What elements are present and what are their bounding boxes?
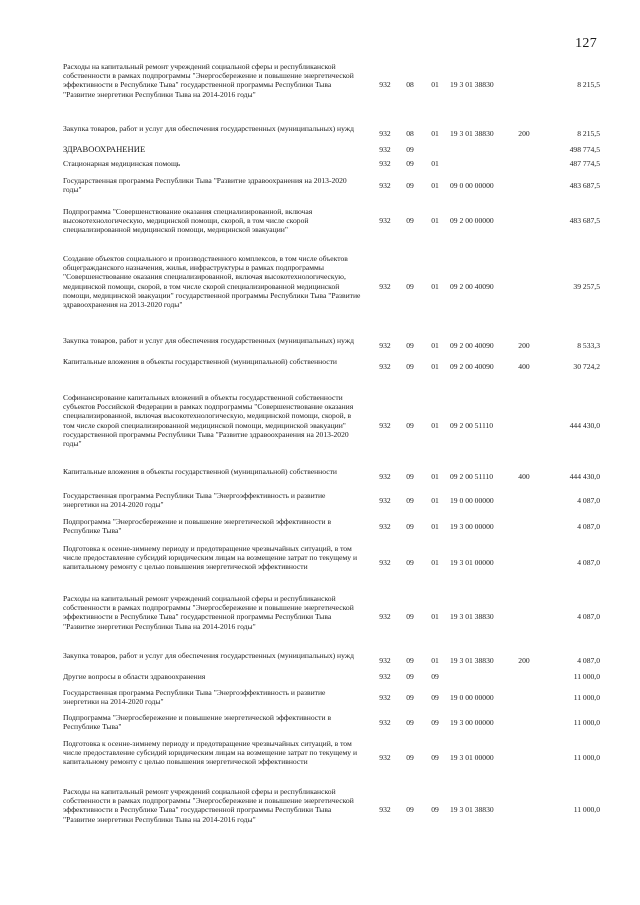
amount-value: 444 430,0 (569, 421, 600, 430)
table-row (0, 159, 640, 168)
table-row (0, 688, 640, 706)
expense-type-code: 200 (518, 129, 530, 138)
admin-code: 932 (379, 145, 391, 154)
section-code: 09 (406, 282, 414, 291)
subsection-code: 01 (431, 282, 439, 291)
target-article-code: 09 0 00 00000 (450, 181, 494, 190)
table-row (0, 254, 640, 318)
amount-value: 11 000,0 (573, 693, 600, 702)
row-description: Подготовка к осенне-зимнему периоду и предотвращение чрезвычайных ситуаций, в том числе предоставление субсидий юридическим лицам на возмещение затрат по текущему и капитальному ремонту с целью повышения энергетической эффективности (63, 739, 358, 767)
table-row (0, 467, 640, 485)
section-code: 09 (406, 159, 414, 168)
table-row (0, 713, 640, 731)
amount-value: 11 000,0 (573, 672, 600, 681)
subsection-code: 01 (431, 129, 439, 138)
section-code: 09 (406, 656, 414, 665)
table-row (0, 207, 640, 235)
section-code: 09 (406, 805, 414, 814)
admin-code: 932 (379, 496, 391, 505)
amount-value: 8 215,5 (577, 80, 600, 89)
row-description: Стационарная медицинская помощь (63, 159, 181, 168)
target-article-code: 19 0 00 00000 (450, 693, 494, 702)
admin-code: 932 (379, 693, 391, 702)
subsection-code: 01 (431, 656, 439, 665)
subsection-code: 01 (431, 216, 439, 225)
row-description: Закупка товаров, работ и услуг для обеспечения государственных (муниципальных) нужд (63, 651, 354, 660)
admin-code: 932 (379, 672, 391, 681)
amount-value: 4 087,0 (577, 496, 600, 505)
amount-value: 11 000,0 (573, 753, 600, 762)
row-description: Подготовка к осенне-зимнему периоду и предотвращение чрезвычайных ситуаций, в том числе предоставление субсидий юридическим лицам на возмещение затрат по текущему и капитальному ремонту с целью повышения энергетической эффективности (63, 544, 358, 572)
row-description: Государственная программа Республики Тыва "Энергоэффективность и развитие энергетики на 2014-2020 годы" (63, 688, 326, 707)
row-description: Другие вопросы в области здравоохранения (63, 672, 206, 681)
amount-value: 4 087,0 (577, 612, 600, 621)
table-row (0, 672, 640, 681)
target-article-code: 19 0 00 00000 (450, 496, 494, 505)
admin-code: 932 (379, 421, 391, 430)
section-code: 09 (406, 753, 414, 762)
table-row (0, 517, 640, 535)
amount-value: 4 087,0 (577, 558, 600, 567)
row-description: Софинансирование капитальных вложений в объекты государственной собственности субъектов Российской Федерации в рамках подпрограммы "Совершенствование оказания специализированной, включая высокотехнологическую, медицинской помощи, скорой, в том числе скорой специализированной медицинской помощи, медицинской эвакуации" государственной программы Республики Тыва "Развитие здравоохранения на 2013-2020 годы" (63, 393, 354, 449)
target-article-code: 09 2 00 40090 (450, 341, 494, 350)
amount-value: 8 533,3 (577, 341, 600, 350)
amount-value: 4 087,0 (577, 522, 600, 531)
amount-value: 8 215,5 (577, 129, 600, 138)
subsection-code: 01 (431, 80, 439, 89)
admin-code: 932 (379, 362, 391, 371)
admin-code: 932 (379, 472, 391, 481)
section-code: 09 (406, 672, 414, 681)
page-number: 127 (575, 36, 597, 51)
expense-type-code: 400 (518, 362, 530, 371)
target-article-code: 09 2 00 40090 (450, 362, 494, 371)
target-article-code: 19 3 01 38830 (450, 80, 494, 89)
section-code: 08 (406, 80, 414, 89)
expense-type-code: 200 (518, 341, 530, 350)
admin-code: 932 (379, 341, 391, 350)
expense-type-code: 200 (518, 656, 530, 665)
target-article-code: 19 3 01 38830 (450, 656, 494, 665)
target-article-code: 09 2 00 40090 (450, 282, 494, 291)
amount-value: 4 087,0 (577, 656, 600, 665)
subsection-code: 01 (431, 522, 439, 531)
amount-value: 487 774,5 (569, 159, 600, 168)
section-code: 09 (406, 472, 414, 481)
subsection-code: 09 (431, 693, 439, 702)
amount-value: 444 430,0 (569, 472, 600, 481)
target-article-code: 19 3 00 00000 (450, 718, 494, 727)
table-row (0, 393, 640, 457)
subsection-code: 09 (431, 718, 439, 727)
section-code: 09 (406, 522, 414, 531)
subsection-code: 09 (431, 672, 439, 681)
admin-code: 932 (379, 159, 391, 168)
row-description: Закупка товаров, работ и услуг для обеспечения государственных (муниципальных) нужд (63, 336, 354, 345)
section-code: 09 (406, 362, 414, 371)
admin-code: 932 (379, 612, 391, 621)
row-description: Подпрограмма "Совершенствование оказания специализированной, включая высокотехнологическую, медицинской помощи, скорой, в том числе скорой специализированной медицинской помощи, медицинской эвакуации" (63, 207, 313, 235)
admin-code: 932 (379, 129, 391, 138)
admin-code: 932 (379, 718, 391, 727)
admin-code: 932 (379, 558, 391, 567)
admin-code: 932 (379, 181, 391, 190)
row-description: Расходы на капитальный ремонт учреждений социальной сферы и республиканской собственности в рамках подпрограммы "Энергосбережение и повышение энергетической эффективности в Республике Тыва" государственной программы Республики Тыва "Развитие энергетики Республики Тыва на 2014-2016 годы" (63, 787, 354, 824)
row-description: ЗДРАВООХРАНЕНИЕ (63, 144, 146, 154)
table-row (0, 544, 640, 581)
amount-value: 11 000,0 (573, 805, 600, 814)
row-description: Закупка товаров, работ и услуг для обеспечения государственных (муниципальных) нужд (63, 124, 354, 133)
expense-type-code: 400 (518, 472, 530, 481)
section-code: 09 (406, 181, 414, 190)
table-row (0, 176, 640, 194)
table-row (0, 739, 640, 776)
table-row (0, 787, 640, 833)
amount-value: 30 724,2 (573, 362, 600, 371)
subsection-code: 01 (431, 181, 439, 190)
table-row (0, 491, 640, 509)
row-description: Подпрограмма "Энергосбережение и повышение энергетической эффективности в Республике Тыва" (63, 517, 332, 536)
target-article-code: 19 3 01 00000 (450, 753, 494, 762)
admin-code: 932 (379, 216, 391, 225)
section-code: 09 (406, 496, 414, 505)
table-row (0, 357, 640, 375)
section-code: 09 (406, 421, 414, 430)
section-code: 09 (406, 145, 414, 154)
row-description: Подпрограмма "Энергосбережение и повышение энергетической эффективности в Республике Тыва" (63, 713, 332, 732)
subsection-code: 01 (431, 362, 439, 371)
row-description: Государственная программа Республики Тыва "Энергоэффективность и развитие энергетики на 2014-2020 годы" (63, 491, 326, 510)
amount-value: 498 774,5 (569, 145, 600, 154)
amount-value: 39 257,5 (573, 282, 600, 291)
section-code: 09 (406, 693, 414, 702)
table-row (0, 124, 640, 142)
target-article-code: 19 3 01 38830 (450, 129, 494, 138)
target-article-code: 09 2 00 51110 (450, 472, 494, 481)
admin-code: 932 (379, 753, 391, 762)
table-row (0, 651, 640, 669)
subsection-code: 01 (431, 159, 439, 168)
admin-code: 932 (379, 282, 391, 291)
table-row (0, 336, 640, 354)
amount-value: 483 687,5 (569, 181, 600, 190)
target-article-code: 19 3 00 00000 (450, 522, 494, 531)
admin-code: 932 (379, 522, 391, 531)
subsection-code: 01 (431, 612, 439, 621)
row-description: Расходы на капитальный ремонт учреждений социальной сферы и республиканской собственности в рамках подпрограммы "Энергосбережение и повышение энергетической эффективности в Республике Тыва" государственной программы Республики Тыва "Развитие энергетики Республики Тыва на 2014-2016 годы" (63, 594, 354, 631)
table-row (0, 62, 640, 108)
table-row (0, 594, 640, 640)
amount-value: 483 687,5 (569, 216, 600, 225)
admin-code: 932 (379, 805, 391, 814)
row-description: Капитальные вложения в объекты государственной (муниципальной) собственности (63, 467, 337, 476)
row-description: Создание объектов социального и производственного комплексов, в том числе объектов общегражданского назначения, жилья, инфраструктуры в рамках подпрограммы "Совершенствование оказания специализированной, включая высокотехнологическую, медицинской помощи, скорой, в том числе скорой специализированной медицинской помощи, медицинской эвакуации" государственной программы Республики Тыва "Развитие здравоохранения на 2013-2020 годы" (63, 254, 361, 310)
section-code: 09 (406, 341, 414, 350)
target-article-code: 09 2 00 00000 (450, 216, 494, 225)
subsection-code: 01 (431, 341, 439, 350)
section-code: 08 (406, 129, 414, 138)
admin-code: 932 (379, 80, 391, 89)
target-article-code: 19 3 01 00000 (450, 558, 494, 567)
table-row (0, 145, 640, 154)
target-article-code: 09 2 00 51110 (450, 421, 494, 430)
section-code: 09 (406, 216, 414, 225)
target-article-code: 19 3 01 38830 (450, 805, 494, 814)
admin-code: 932 (379, 656, 391, 665)
section-code: 09 (406, 558, 414, 567)
subsection-code: 01 (431, 558, 439, 567)
subsection-code: 01 (431, 496, 439, 505)
row-description: Расходы на капитальный ремонт учреждений социальной сферы и республиканской собственности в рамках подпрограммы "Энергосбережение и повышение энергетической эффективности в Республике Тыва" государственной программы Республики Тыва "Развитие энергетики Республики Тыва на 2014-2016 годы" (63, 62, 354, 99)
subsection-code: 01 (431, 472, 439, 481)
row-description: Капитальные вложения в объекты государственной (муниципальной) собственности (63, 357, 337, 366)
section-code: 09 (406, 718, 414, 727)
target-article-code: 19 3 01 38830 (450, 612, 494, 621)
subsection-code: 09 (431, 805, 439, 814)
subsection-code: 01 (431, 421, 439, 430)
subsection-code: 09 (431, 753, 439, 762)
amount-value: 11 000,0 (573, 718, 600, 727)
row-description: Государственная программа Республики Тыва "Развитие здравоохранения на 2013-2020 годы" (63, 176, 347, 195)
section-code: 09 (406, 612, 414, 621)
